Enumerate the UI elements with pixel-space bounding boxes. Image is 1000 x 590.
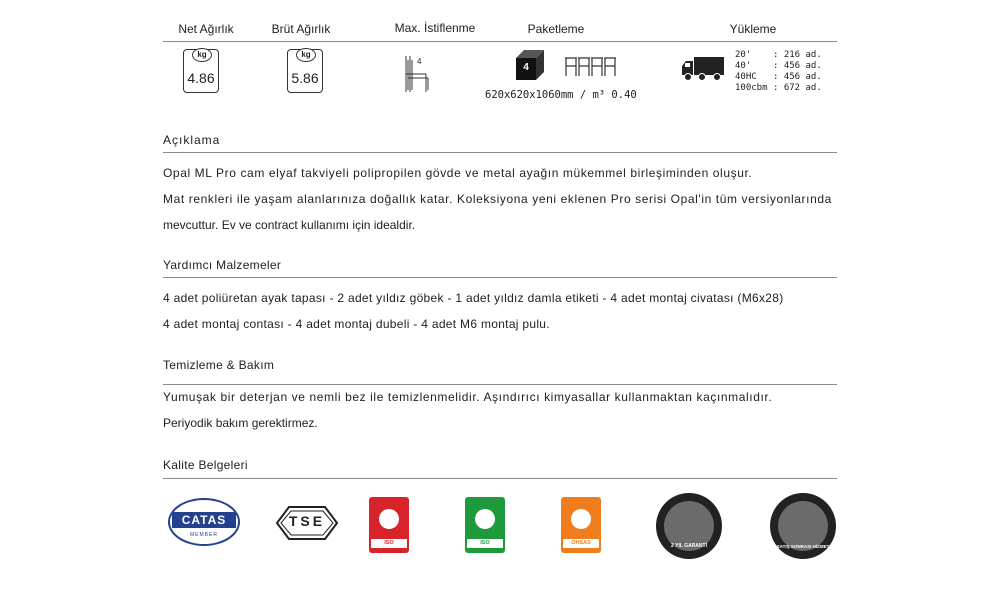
package-dimensions: 620x620x1060mm / m³ 0.40 bbox=[485, 89, 637, 101]
description-divider bbox=[163, 152, 837, 153]
net-weight-label: Net Ağırlık bbox=[178, 22, 234, 36]
ohsas-badge bbox=[561, 497, 601, 553]
cleaning-line: Yumuşak bir deterjan ve nemli bez ile temizlenmelidir. Aşındırıcı kimyasallar kullanmaktan kaçınmalıdır. bbox=[163, 390, 773, 404]
description-line: mevcuttur. Ev ve contract kullanımı için idealdir. bbox=[163, 218, 416, 232]
service-seal bbox=[770, 493, 836, 559]
container-qty: : 456 ad. bbox=[773, 61, 822, 71]
iso9001-label: ISO 9001:2015 bbox=[371, 539, 407, 548]
stack-count: 4 bbox=[417, 57, 422, 66]
iso14001-label: ISO 14001:2004 bbox=[467, 539, 503, 548]
description-line: Mat renkleri ile yaşam alanlarınıza doğallık katar. Koleksiyona yeni eklenen Pro serisi Opal'in tüm versiyonlarında bbox=[163, 192, 832, 206]
container-type: 40' bbox=[735, 61, 752, 71]
crown-icon bbox=[571, 509, 591, 529]
certificates-divider bbox=[163, 478, 837, 479]
container-type: 40HC bbox=[735, 72, 757, 82]
catas-logo bbox=[168, 498, 240, 546]
cleaning-line: Periyodik bakım gerektirmez. bbox=[163, 416, 318, 430]
chairs-row-icon bbox=[563, 56, 619, 78]
max-stack-label: Max. İstiflenme bbox=[394, 21, 476, 35]
warranty-seal bbox=[656, 493, 722, 559]
ohsas-label: OHSAS 18001 bbox=[563, 539, 599, 548]
description-text bbox=[163, 160, 839, 238]
accessories-divider bbox=[163, 277, 837, 278]
catas-sub: MEMBER bbox=[190, 532, 218, 538]
gross-weight-label: Brüt Ağırlık bbox=[271, 22, 331, 36]
catas-text: CATAS bbox=[172, 512, 236, 528]
iso14001-badge bbox=[465, 497, 505, 553]
gross-weight-icon bbox=[287, 49, 323, 93]
description-line: Opal ML Pro cam elyaf takviyeli polipropilen gövde ve metal ayağın mükemmel birleşiminden oluşur. bbox=[163, 166, 753, 180]
accessories-line: 4 adet montaj contası - 4 adet montaj dubeli - 4 adet M6 montaj pulu. bbox=[163, 317, 550, 331]
crown-icon bbox=[475, 509, 495, 529]
container-qty: : 456 ad. bbox=[773, 72, 822, 82]
container-type: 100cbm bbox=[735, 83, 768, 93]
crown-icon bbox=[379, 509, 399, 529]
gross-weight-value: 5.86 bbox=[291, 70, 319, 86]
accessories-line: 4 adet poliüretan ayak tapası - 2 adet yıldız göbek - 1 adet yıldız damla etiketi - 4 adet montaj civatası (M6x28) bbox=[163, 291, 784, 305]
tse-text: TSE bbox=[288, 513, 326, 529]
container-qty: : 216 ad. bbox=[773, 50, 822, 60]
net-weight-value: 4.86 bbox=[187, 70, 215, 86]
description-title: Açıklama bbox=[163, 133, 221, 147]
loading-table bbox=[735, 50, 822, 94]
container-qty: : 672 ad. bbox=[773, 83, 822, 93]
packaging-label: Paketleme bbox=[527, 22, 585, 36]
package-count: 4 bbox=[523, 62, 529, 73]
accessories-text bbox=[163, 285, 839, 337]
container-type: 20' bbox=[735, 50, 752, 60]
service-label: SATIŞ SONRASI HİZMET bbox=[776, 544, 830, 549]
net-weight-icon bbox=[183, 49, 219, 93]
warranty-label: 2 YIL GARANTİ bbox=[671, 543, 707, 549]
cleaning-title: Temizleme & Bakım bbox=[163, 358, 275, 372]
header-divider bbox=[163, 41, 837, 42]
kg-unit: kg bbox=[296, 48, 316, 62]
certificates-title: Kalite Belgeleri bbox=[163, 458, 248, 472]
truck-icon bbox=[680, 55, 726, 83]
cleaning-text bbox=[163, 384, 839, 436]
iso9001-badge bbox=[369, 497, 409, 553]
loading-label: Yükleme bbox=[729, 22, 777, 36]
kg-unit: kg bbox=[192, 48, 212, 62]
accessories-title: Yardımcı Malzemeler bbox=[163, 258, 282, 272]
